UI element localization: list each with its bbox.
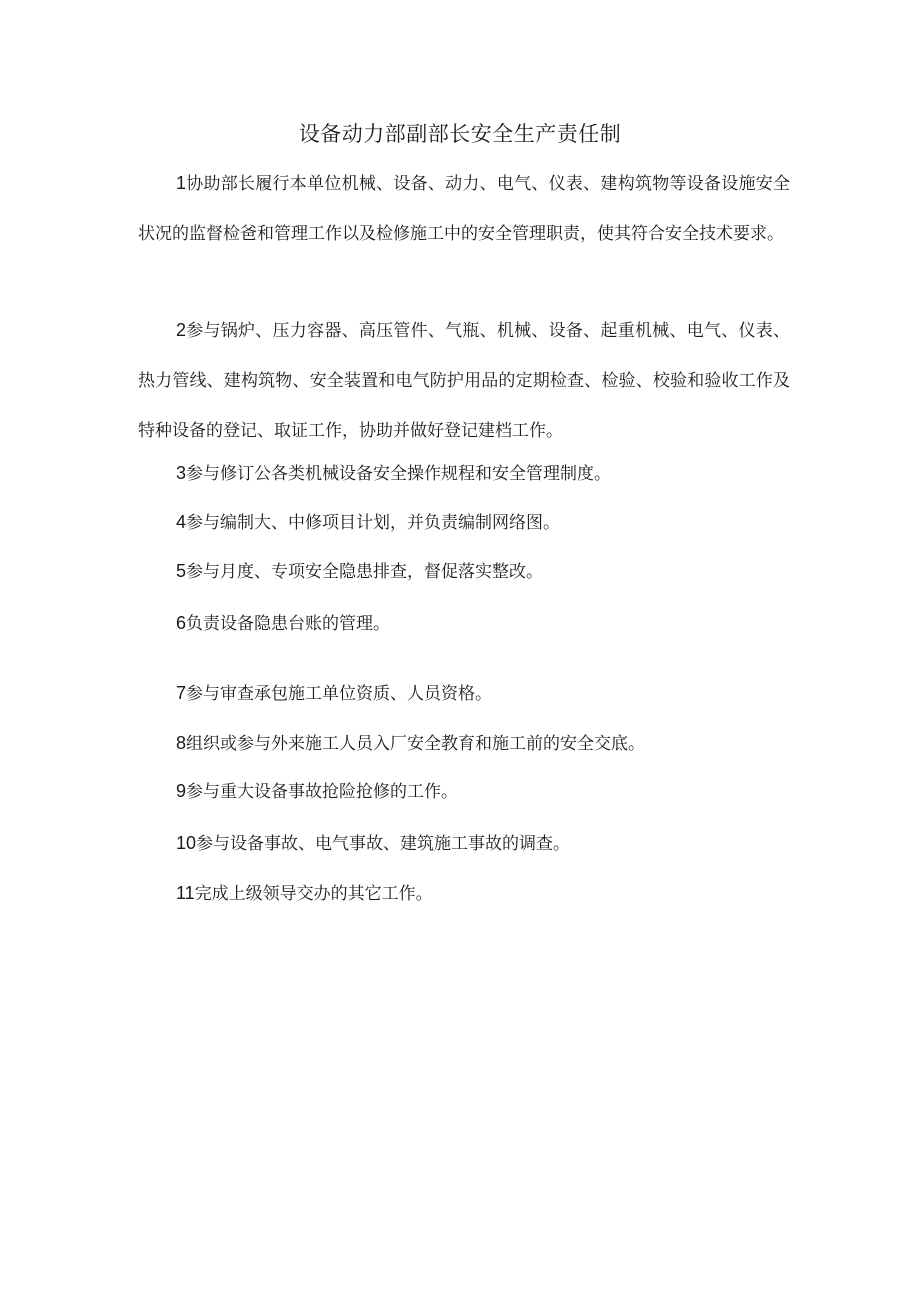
list-item	[138, 668, 790, 719]
item-number: 8	[176, 733, 187, 753]
item-text: 参与月度、专项安全隐患排查，督促落实整改。	[186, 562, 544, 582]
list-item	[138, 158, 790, 259]
list-item	[138, 305, 790, 456]
item-text: 负责设备隐患台账的管理。	[186, 614, 391, 634]
item-number: 7	[176, 683, 187, 703]
document-title: 设备动力部副部长安全生产责任制	[298, 122, 622, 146]
list-item	[138, 818, 790, 869]
item-number: 10	[176, 833, 197, 853]
item-number: 1	[176, 173, 187, 193]
list-item	[138, 546, 790, 597]
item-text: 参与编制大、中修项目计划，并负责编制网络图。	[186, 513, 561, 533]
item-number: 4	[176, 512, 187, 532]
item-text: 参与修订公各类机械设备安全操作规程和安全管理制度。	[186, 464, 612, 484]
list-item	[138, 868, 790, 919]
item-number: 3	[176, 463, 187, 483]
item-text: 完成上级领导交办的其它工作。	[194, 884, 433, 904]
item-text: 参与锅炉、压力容器、高压管件、气瓶、机械、设备、起重机械、电气、仪表、热力管线、建构筑物、安全装置和电气防护用品的定期检查、检验、校验和验收工作及特种设备的登记、取证工作，协助并做好登记建档工作。	[138, 321, 790, 441]
item-number: 9	[176, 781, 187, 801]
list-item	[138, 448, 790, 499]
list-item	[138, 718, 790, 769]
item-number: 5	[176, 561, 187, 581]
item-text: 协助部长履行本单位机械、设备、动力、电气、仪表、建构筑物等设备设施安全状况的监督检爸和管理工作以及检修施工中的安全管理职责，使其符合安全技术要求。	[138, 174, 790, 244]
list-item	[138, 766, 790, 817]
item-number: 2	[176, 320, 187, 340]
item-text: 组织或参与外来施工人员入厂安全教育和施工前的安全交底。	[186, 734, 646, 754]
item-text: 参与重大设备事故抢险抢修的工作。	[186, 782, 459, 802]
list-item	[138, 497, 790, 548]
item-text: 参与设备事故、电气事故、建筑施工事故的调查。	[196, 834, 571, 854]
item-number: 6	[176, 613, 187, 633]
item-number: 11	[176, 883, 195, 903]
item-text: 参与审查承包施工单位资质、人员资格。	[186, 684, 493, 704]
list-item	[138, 598, 790, 649]
